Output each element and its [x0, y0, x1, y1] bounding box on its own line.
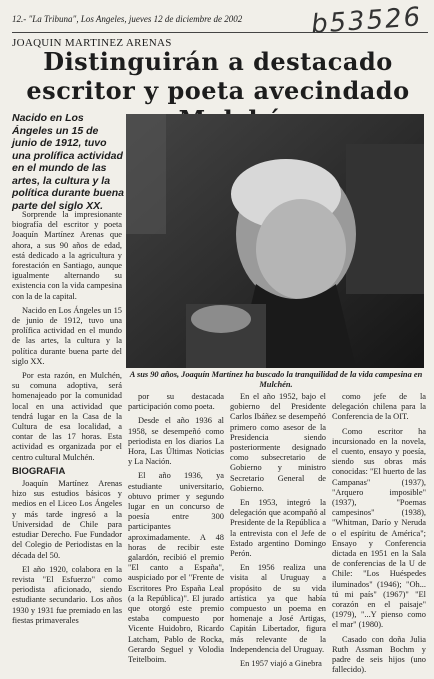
article-lead: Nacido en Los Ángeles un 15 de junio de 1912, tuvo una prolífica actividad en el mundo de las artes, la cultura y la política durante buena parte del siglo XX. [12, 112, 125, 212]
column-1 [12, 210, 122, 630]
column-2 [128, 392, 224, 669]
paragraph: En 1957 viajó a Ginebra [240, 659, 322, 669]
article-author: JOAQUIN MARTINEZ ARENAS [12, 37, 172, 49]
article-title: Distinguirán a destacado escritor y poeta avecindado [26, 47, 410, 105]
portrait-photo [126, 114, 424, 368]
paragraph: como jefe de la delegación chilena para la Conferencia de la OIT. [332, 392, 426, 422]
publication-info: 12.- "La Tribuna", Los Angeles, jueves 12 de diciembre de 2002 [12, 14, 243, 24]
paragraph: En 1956 realiza una visita al Uruguay a propósito de su vida artística ya que había compuesto un poema en homenaje a José Artigas, Capitán Libertador, figura más relevante de la Independencia del Uruguay. [230, 563, 326, 654]
paragraph: por su destacada participación como poeta. [128, 392, 224, 412]
paragraph: Como escritor ha incursionado en la novela, el cuento, ensayo y poesía, siendo sus obras más conocidas: "El huerto de las Campanas" (1937), "Arquero imposible" (1937), "Poemas campesinos" (1938), "Whitman, Darío y Neruda o el espíritu de América"; Ensayo y Conferencia dictada en 1951 en la Sala de conferencias de la U de Chile: "Los Huéspedes iluminados" (1946); "Oh... tú mi país" (1967)" "El corazón en el paisaje" (1979), "...Y pienso como el mar" (1980). [332, 426, 426, 630]
section-heading-biografia: BIOGRAFIA [12, 465, 66, 477]
column-4 [332, 392, 426, 679]
paragraph: Joaquín Martínez Arenas hizo sus estudios básicos y medios en el Liceo Los Ángeles y más tarde ingresó a la Universidad de Chile para estudiar Derecho. Fue Fundador del Colegio de Periodistas en la década del 50. [12, 479, 122, 560]
photo-caption: A sus 90 años, Joaquín Martínez ha buscado la tranquilidad de la vida campesina en Mulchén. [129, 370, 423, 389]
column-3 [230, 392, 326, 673]
paragraph: Casado con doña Julia Ruth Assman Bochm y padre de seis hijos (uno fallecido). [332, 634, 426, 675]
paragraph: Desde el año 1936 al 1958, se desempeñó como periodista en los diarios La Hora, Las Últimas Noticias y La Nación. [128, 416, 224, 467]
handwritten-archive-code: b53526 [309, 2, 423, 40]
paragraph: El año 1920, colabora en la revista "El Esfuerzo" como periodista aficionado, siendo estudiante secundario. Los años 1930 y 1931 fue premiado en las fiestas primaverales [12, 564, 122, 625]
newspaper-header [12, 2, 428, 40]
paragraph: Nacido en Los Ángeles un 15 de junio de 1912, tuvo una prolífica actividad en el mundo de las artes, la cultura y la política durante buena parte del siglo XX. [12, 305, 122, 366]
paragraph: Sorprende la impresionante biografía del escritor y poeta Joaquín Martínez Arenas que ahora, a sus 90 años de edad, está dedicado a la agricultura y forestación en Santiago, aunque igualmente alternando su existencia con la vida campesina con la de la capital. [12, 210, 122, 301]
paragraph: El año 1936, ya estudiante universitario, obtuvo primer y segundo lugar en un concurso de poesía entre 300 participantes aproximadamente. A 48 horas de recibir este galardón, recibió el premio "El canto a España", auspiciado por el "Frente de Escritores Pro España Leal (a la República)". El jurado que otorgó este premio estaba compuesto por Vicente Huidobro, Ricardo Latcham, Pablo de Rocka, Gerardo Seguel y Volodia Teitelboim. [128, 471, 224, 665]
paragraph: En el año 1952, bajo el gobierno del Presidente Carlos Ibáñez se desempeñó primero como asesor de la Presidencia siendo posteriormente designado como subsecretario de Gobierno y ministro Secretario General de Gobierno. [230, 392, 326, 493]
paragraph: Por esta razón, en Mulchén, su comuna adoptiva, será homenajeado por la comunidad local en una actividad que tendrá lugar en la Casa de la Cultura de esa localidad, a contar de las 17 horas. Esta actividad es organizada por el centro cultural Mulchén. [12, 371, 122, 462]
paragraph: En 1953, integró la delegación que acompañó al Presidente de la República a la entrevista con el Jefe de Estado argentino Domingo Perón. [230, 498, 326, 559]
photo-illustration [126, 114, 424, 368]
